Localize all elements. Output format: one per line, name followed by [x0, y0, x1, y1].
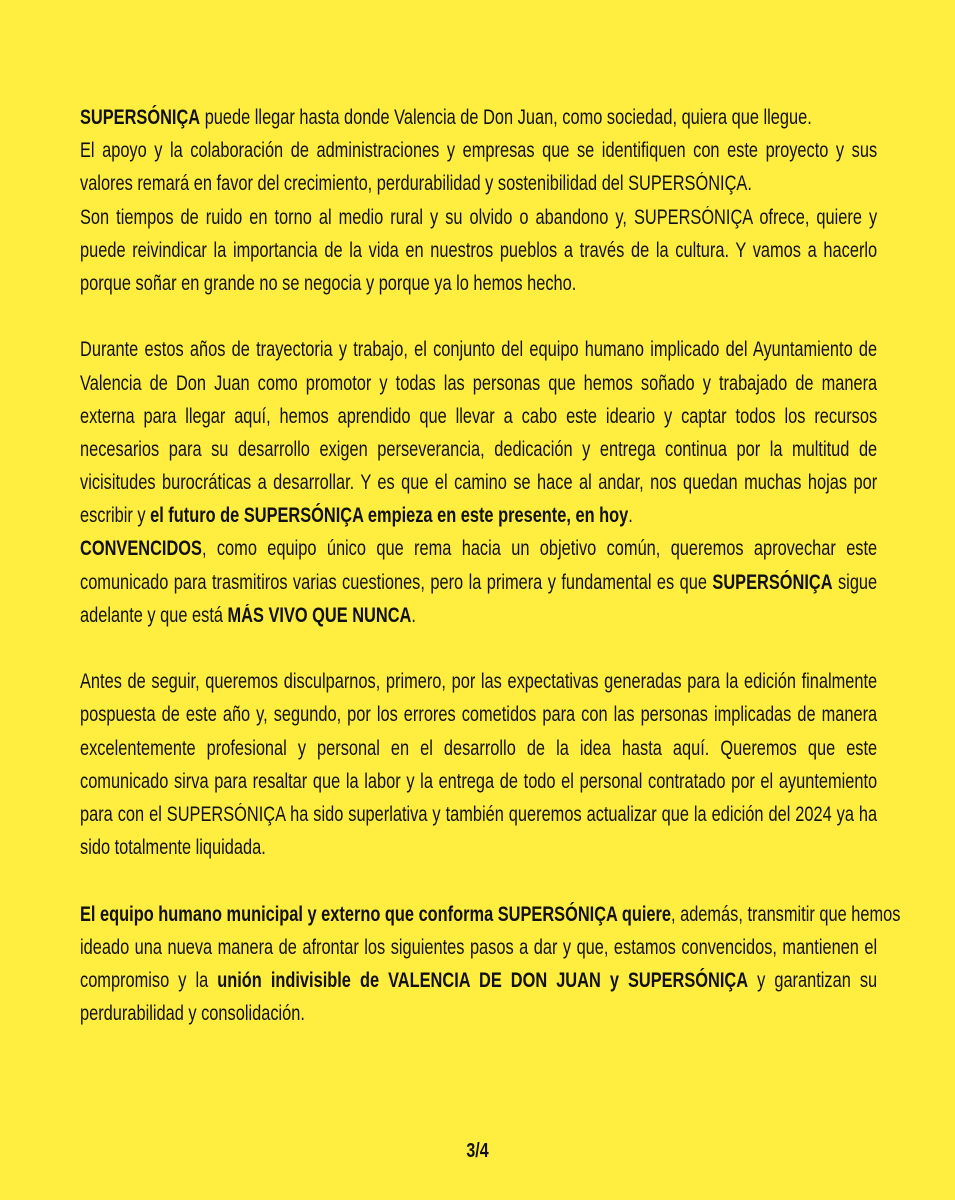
text: vicisitudes burocráticas a desarrollar. Y es que el camino se hace al andar, nos quedan muchas hojas por [80, 471, 878, 495]
text-line [80, 765, 877, 798]
text-line [80, 134, 877, 167]
bold-text: el futuro de SUPERSÓNIÇA empieza en este presente, en hoy [150, 504, 629, 528]
text: excelentemente profesional y personal en el desarrollo de la idea hasta aquí. Queremos que este [80, 736, 878, 760]
text-line [80, 466, 877, 499]
text: El apoyo y la colaboración de administraciones y empresas que se identifiquen con este proyecto y sus [80, 139, 878, 163]
bold-text: SUPERSÓNIÇA [80, 106, 201, 129]
text: perdurabilidad y consolidación. [80, 1002, 305, 1026]
text: sido totalmente liquidada. [80, 836, 266, 860]
text: Valencia de Don Juan como promotor y todas las personas que hemos soñado y trabajado de manera [80, 371, 878, 395]
text: . [628, 504, 633, 528]
text: Durante estos años de trayectoria y trabajo, el conjunto del equipo humano implicado del Ayuntamiento de [80, 338, 878, 362]
text-line [80, 101, 877, 134]
paragraph [80, 333, 877, 532]
text-line [80, 566, 877, 599]
text: . [411, 603, 416, 627]
text: externa para llegar aquí, hemos aprendido que llevar a cabo este ideario y captar todos los recursos [80, 404, 878, 428]
text: para con el SUPERSÓNIÇA ha sido superlativa y también queremos actualizar que la edición del 2024 ya ha [80, 802, 878, 826]
text-line [80, 798, 877, 831]
paragraph [80, 101, 877, 300]
text-line [80, 499, 877, 532]
text: , además, transmitir que hemos [670, 902, 901, 926]
text: Son tiempos de ruido en torno al medio rural y su olvido o abandono y, SUPERSÓNIÇA ofrece, quiere y [80, 205, 878, 229]
text-line [80, 665, 877, 698]
page-number: 3/4 [466, 1140, 489, 1162]
text-line [80, 532, 877, 565]
text: necesarios para su desarrollo exigen perseverancia, dedicación y entrega continua por la multitud de [80, 437, 878, 461]
text-line [80, 599, 877, 632]
text-line [80, 997, 877, 1030]
text: valores remará en favor del crecimiento, perdurabilidad y sostenibilidad del SUPERSÓNIÇA. [80, 172, 752, 196]
bold-text: MÁS VIVO QUE NUNCA [227, 603, 412, 627]
document-body [80, 101, 901, 1063]
text-line [80, 201, 877, 234]
text-line [80, 931, 877, 964]
bold-text: unión indivisible de VALENCIA DE DON JUAN y SUPERSÓNIÇA [217, 968, 749, 992]
text: puede reivindicar la importancia de la vida en nuestros pueblos a través de la cultura. Y vamos a hacerlo [80, 238, 878, 262]
text-line [80, 333, 877, 366]
paragraph [80, 532, 877, 632]
text-line [80, 732, 877, 765]
text: escribir y [80, 504, 151, 528]
text: puede llegar hasta donde Valencia de Don Juan, como sociedad, quiera que llegue. [200, 106, 812, 129]
text: compromiso y la [80, 968, 218, 992]
text: porque soñar en grande no se negocia y porque ya lo hemos hecho. [80, 271, 577, 295]
bold-text: SUPERSÓNIÇA [712, 570, 833, 594]
text-line [80, 964, 877, 997]
text: sigue [832, 570, 878, 594]
text-line [80, 367, 877, 400]
text: Antes de seguir, queremos disculparnos, primero, por las expectativas generadas para la edición finalmente [80, 670, 878, 694]
text: adelante y que está [80, 603, 228, 627]
bold-text: El equipo humano municipal y externo que conforma SUPERSÓNIÇA quiere [80, 902, 671, 926]
text: comunicado sirva para resaltar que la labor y la entrega de todo el personal contratado por el ayuntemiento [80, 769, 878, 793]
text-line [80, 698, 877, 731]
text: pospuesta de este año y, segundo, por los errores cometidos para con las personas implicadas de manera [80, 703, 878, 727]
text-line [80, 400, 877, 433]
text: ideado una nueva manera de afrontar los siguientes pasos a dar y que, estamos convencidos, mantienen el [80, 935, 878, 959]
bold-text: CONVENCIDOS [80, 537, 202, 561]
paragraph [80, 665, 877, 864]
paragraph [80, 898, 901, 1031]
text: y garantizan su [748, 968, 878, 992]
text: , como equipo único que rema hacia un objetivo común, queremos aprovechar este [201, 537, 878, 561]
text: comunicado para trasmitiros varias cuestiones, pero la primera y fundamental es que [80, 570, 713, 594]
text-line [80, 267, 877, 300]
text-line [80, 831, 877, 864]
text-line [80, 898, 901, 931]
text-line [80, 167, 877, 200]
text-line [80, 433, 877, 466]
text-line [80, 234, 877, 267]
